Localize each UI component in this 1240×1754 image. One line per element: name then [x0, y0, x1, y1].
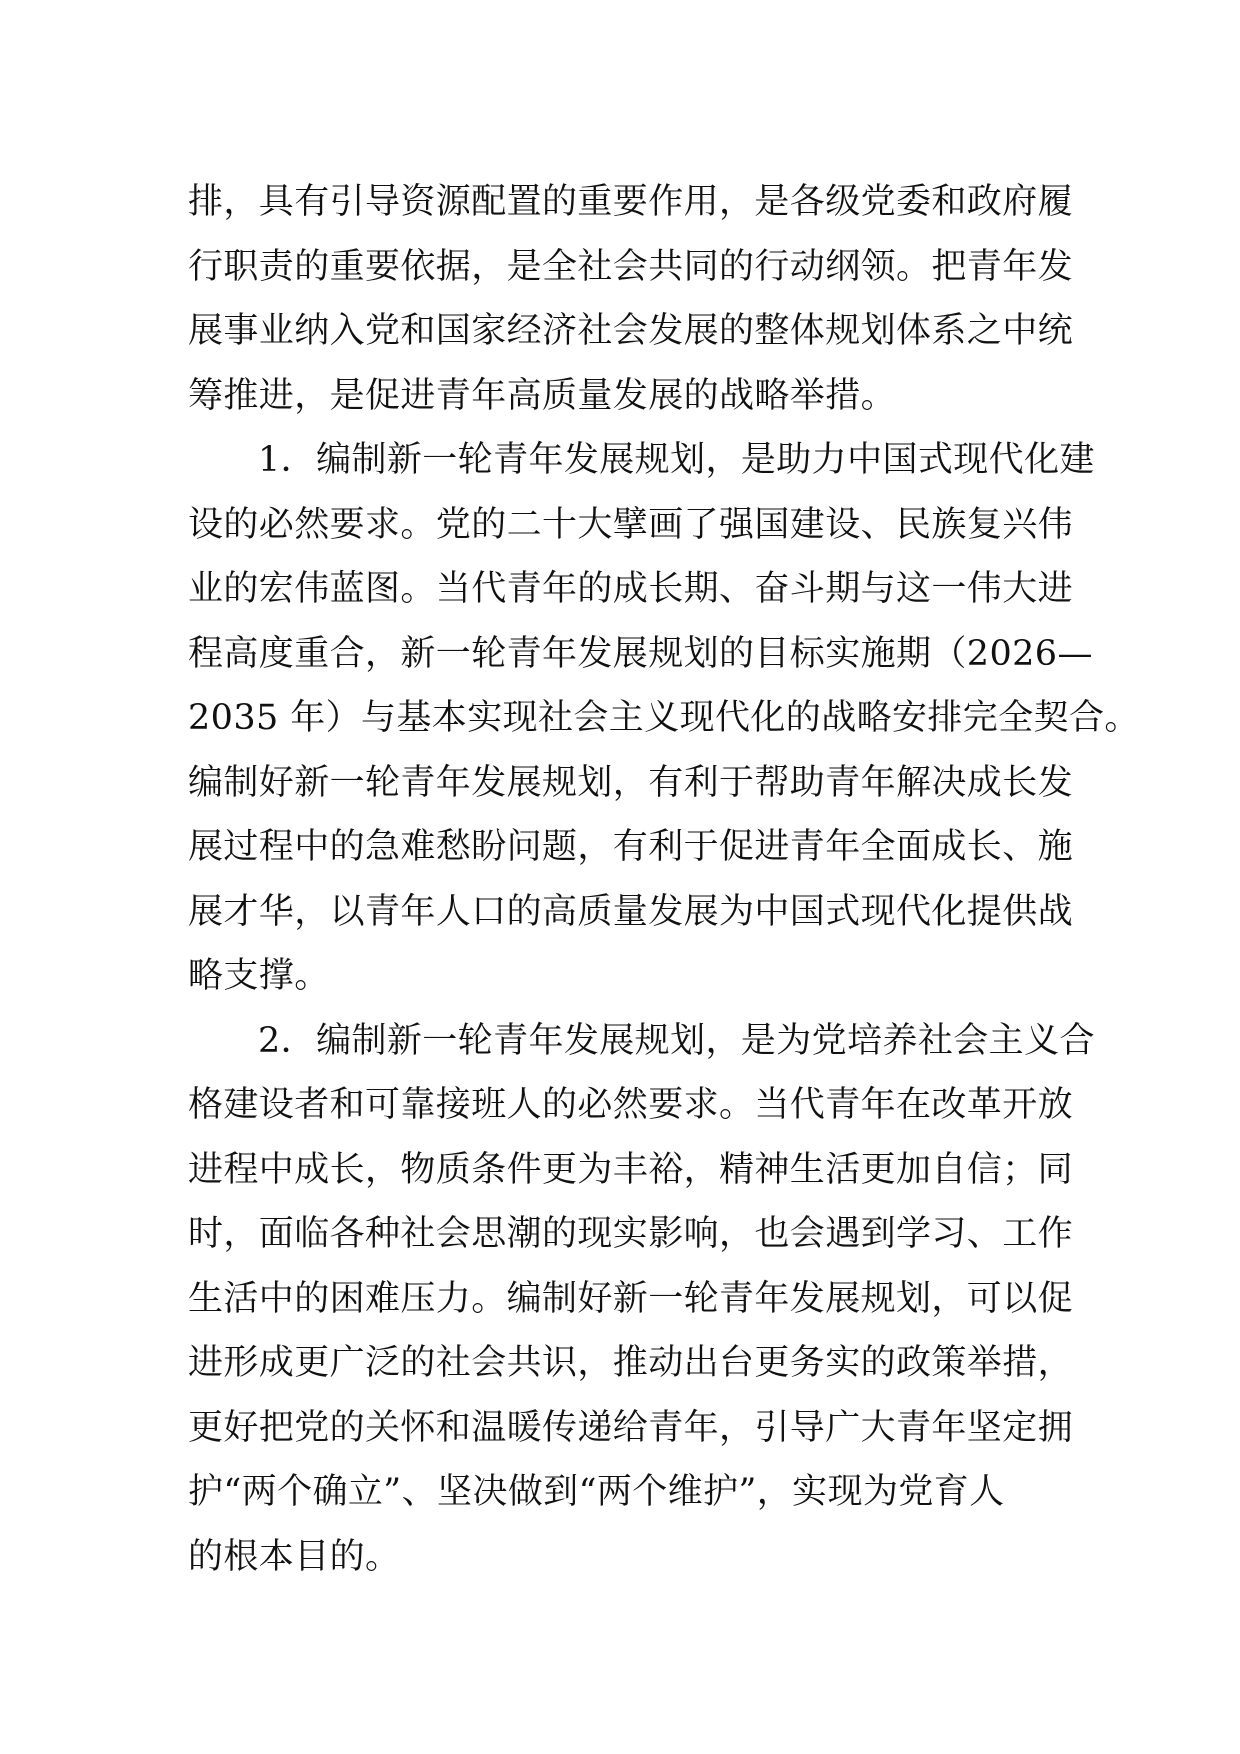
text-line: 进程中成长，物质条件更为丰裕，精神生活更加自信；同	[188, 1149, 1074, 1190]
text-line: 设的必然要求。党的二十大擘画了强国建设、民族复兴伟	[188, 504, 1074, 545]
text-line: 护“两个确立”、坚决做到“两个维护”，实现为党育人	[188, 1472, 1005, 1512]
text-line: 时，面临各种社会思潮的现实影响，也会遇到学习、工作	[188, 1214, 1074, 1254]
text-line: 生活中的困难压力。编制好新一轮青年发展规划，可以促	[188, 1278, 1074, 1319]
text-line: 的根本目的。	[188, 1536, 401, 1577]
text-line: 展事业纳入党和国家经济社会发展的整体规划体系之中统	[188, 311, 1074, 351]
text-line: 行职责的重要依据，是全社会共同的行动纲领。把青年发	[188, 246, 1074, 287]
text-line: 2035 年）与基本实现社会主义现代化的战略安排完全契合。	[188, 698, 1140, 738]
text-line: 进形成更广泛的社会共识，推动出台更务实的政策举措，	[188, 1343, 1074, 1383]
document-body	[188, 170, 1140, 1589]
text-line: 业的宏伟蓝图。当代青年的成长期、奋斗期与这一伟大进	[188, 569, 1074, 609]
text-line: 格建设者和可靠接班人的必然要求。当代青年在改革开放	[188, 1085, 1074, 1125]
paragraph-2-first-line: 2．编制新一轮青年发展规划，是为党培养社会主义合	[258, 1020, 1095, 1061]
text-line: 程高度重合，新一轮青年发展规划的目标实施期（2026—	[188, 633, 1093, 674]
text-line: 更好把党的关怀和温暖传递给青年，引导广大青年坚定拥	[188, 1407, 1074, 1448]
text-line: 展才华，以青年人口的高质量发展为中国式现代化提供战	[188, 891, 1074, 932]
text-line: 编制好新一轮青年发展规划，有利于帮助青年解决成长发	[188, 762, 1074, 803]
text-line: 略支撑。	[188, 956, 330, 996]
text-line: 排，具有引导资源配置的重要作用，是各级党委和政府履	[188, 182, 1074, 222]
paragraph-1-first-line: 1．编制新一轮青年发展规划，是助力中国式现代化建	[258, 440, 1095, 480]
text-line: 展过程中的急难愁盼问题，有利于促进青年全面成长、施	[188, 827, 1074, 867]
text-line: 筹推进，是促进青年高质量发展的战略举措。	[188, 375, 897, 416]
